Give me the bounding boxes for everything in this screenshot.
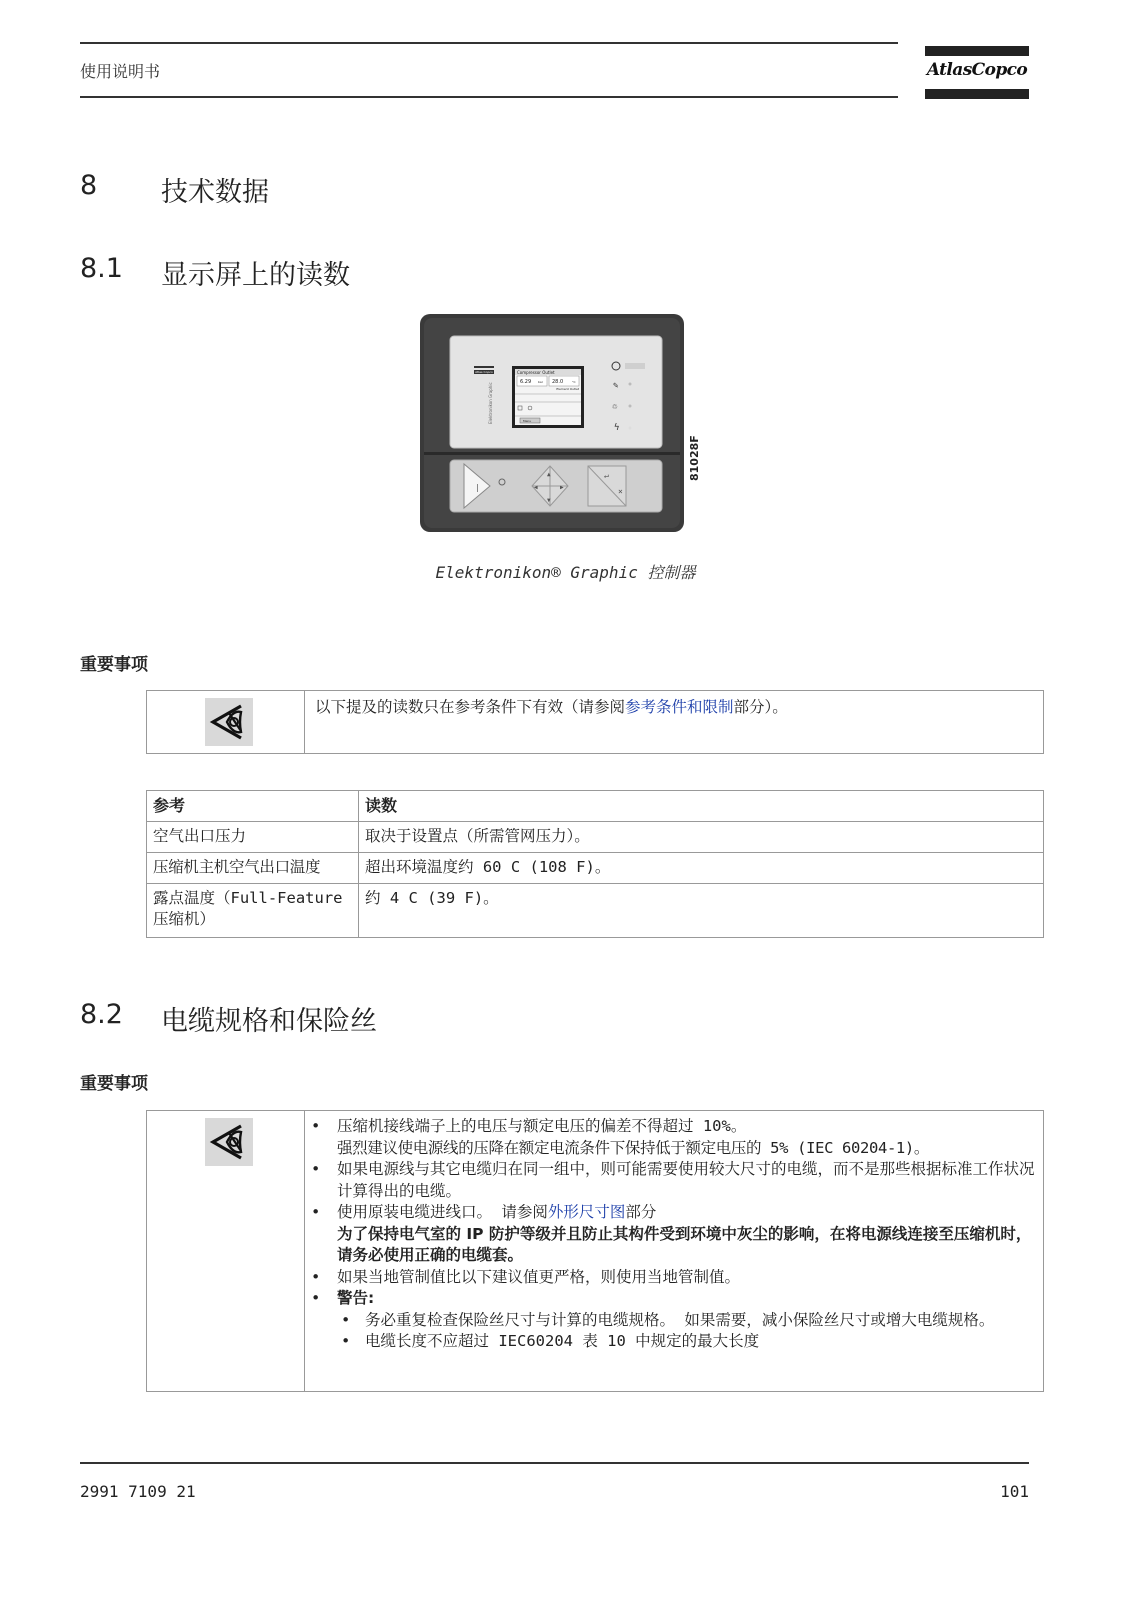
svg-text:▲: ▲ xyxy=(547,471,551,478)
eye-note-icon xyxy=(205,1118,253,1166)
note-content xyxy=(307,1116,1035,1353)
section-title: 显示屏上的读数 xyxy=(161,260,350,291)
header-bottom-rule xyxy=(80,96,898,98)
section-8-heading xyxy=(80,170,480,206)
note-box-cables xyxy=(146,1110,1044,1392)
table-cell: 约 4 C (39 F)。 xyxy=(359,884,1044,938)
bullet-bold-text: 为了保持电气室的 IP 防护等级并且防止其构件受到环境中灰尘的影响，在将电源线连接至压缩机时，请务必使用正确的电缆套。 xyxy=(337,1224,1032,1264)
list-item xyxy=(307,1202,1035,1267)
screen-pressure: 6.29 xyxy=(520,379,532,385)
reference-conditions-link[interactable]: 参考条件和限制 xyxy=(625,698,734,716)
screen-softkey: Menu xyxy=(523,419,532,423)
list-item xyxy=(337,1331,1035,1353)
table-header-row xyxy=(147,791,1044,822)
header-top-rule xyxy=(80,42,898,44)
screen-sub: Element Outlet xyxy=(556,387,579,391)
bullet-text: • 如果当地管制值比以下建议值更严格，则使用当地管制值。 xyxy=(337,1267,741,1286)
col-header-reference: 参考 xyxy=(147,791,359,822)
bullet-text: 强烈建议使电源线的压降在额定电流条件下保持低于额定电压的 5% (IEC 60204-1)。 xyxy=(337,1138,930,1157)
warning-sub-list xyxy=(337,1310,1035,1353)
list-item xyxy=(307,1288,1035,1353)
screen-temp: 28.0 xyxy=(552,379,564,385)
bullet-text: 部分 xyxy=(625,1203,657,1221)
bullet-text: 使用原装电缆进线口。 请参阅 xyxy=(337,1203,548,1221)
section-number: 8.2 xyxy=(80,999,123,1030)
section-title: 技术数据 xyxy=(161,177,269,208)
bullet-text: • 电缆长度不应超过 IEC60204 表 10 中规定的最大长度 xyxy=(365,1332,760,1350)
logo-text: AtlasCopco xyxy=(926,60,1028,80)
list-item xyxy=(307,1267,1035,1289)
figure-caption: Elektronikon® Graphic 控制器 xyxy=(435,563,696,582)
svg-text:♲: ♲ xyxy=(612,402,618,412)
cable-bullet-list xyxy=(307,1116,1035,1353)
note-content xyxy=(315,697,1035,719)
table-cell: 取决于设置点（所需管网压力）。 xyxy=(359,822,1044,853)
side-label: Elektronikon Graphic xyxy=(488,382,493,424)
section-number: 8 xyxy=(80,170,98,201)
note-icon-cell xyxy=(147,1111,305,1391)
screen-pressure-unit: bar xyxy=(538,380,543,384)
warning-label: • 警告: xyxy=(337,1289,375,1307)
note-box-readings xyxy=(146,690,1044,754)
table-cell: 露点温度（Full-Feature 压缩机） xyxy=(147,884,359,938)
bullet-text: • 如果电源线与其它电缆归在同一组中，则可能需要使用较大尺寸的电缆，而不是那些根据标准工作状况计算得出的电缆。 xyxy=(337,1160,1035,1200)
atlas-copco-logo xyxy=(925,46,1029,100)
bullet-text: • 务必重复检查保险丝尺寸与计算的电缆规格。 如果需要，减小保险丝尺寸或增大电缆规格。 xyxy=(365,1310,995,1329)
svg-text:×: × xyxy=(618,487,623,496)
table-cell: 压缩机主机空气出口温度 xyxy=(147,853,359,884)
brand-tag: Atlas Copco xyxy=(475,370,493,374)
screen-title: Compressor Outlet xyxy=(517,370,555,375)
table-row xyxy=(147,822,1044,853)
footer-rule xyxy=(80,1462,1029,1464)
table-row xyxy=(147,884,1044,938)
bullet-text: • 压缩机接线端子上的电压与额定电压的偏差不得超过 10%。 xyxy=(337,1117,747,1135)
table-row xyxy=(147,853,1044,884)
svg-text:|: | xyxy=(475,483,480,492)
note-icon-cell xyxy=(147,691,305,753)
note-heading: 重要事项 xyxy=(80,655,148,675)
svg-text:▶: ▶ xyxy=(560,484,564,491)
dimension-drawings-link[interactable]: 外形尺寸图 xyxy=(547,1203,626,1221)
section-8-2-heading xyxy=(80,999,580,1035)
note-heading: 重要事项 xyxy=(80,1074,148,1094)
screen-temp-unit: °C xyxy=(572,380,576,384)
footer-page-number: 101 xyxy=(1000,1482,1029,1501)
table-cell: 空气出口压力 xyxy=(147,822,359,853)
svg-text:◀: ◀ xyxy=(534,484,538,491)
header-doc-type: 使用说明书 xyxy=(80,62,161,81)
section-8-1-heading xyxy=(80,253,480,289)
list-item xyxy=(307,1159,1035,1202)
note-text-end: 部分）。 xyxy=(733,698,788,716)
svg-text:✎: ✎ xyxy=(613,381,619,391)
list-item xyxy=(307,1116,1035,1159)
svg-text:▼: ▼ xyxy=(547,497,551,504)
section-number: 8.1 xyxy=(80,253,123,284)
col-header-reading: 读数 xyxy=(359,791,1044,822)
readings-table xyxy=(146,790,1044,938)
svg-text:ϟ: ϟ xyxy=(614,423,620,433)
table-cell: 超出环境温度约 60 C (108 F)。 xyxy=(359,853,1044,884)
eye-note-icon xyxy=(205,698,253,746)
section-title: 电缆规格和保险丝 xyxy=(161,1006,377,1037)
note-text: 以下提及的读数只在参考条件下有效（请参阅 xyxy=(315,698,626,716)
footer-doc-number: 2991 7109 21 xyxy=(80,1482,196,1501)
elektronikon-controller-image xyxy=(420,314,684,532)
figure-code: 81028F xyxy=(688,435,701,481)
svg-text:↵: ↵ xyxy=(604,471,609,480)
list-item xyxy=(337,1310,1035,1332)
